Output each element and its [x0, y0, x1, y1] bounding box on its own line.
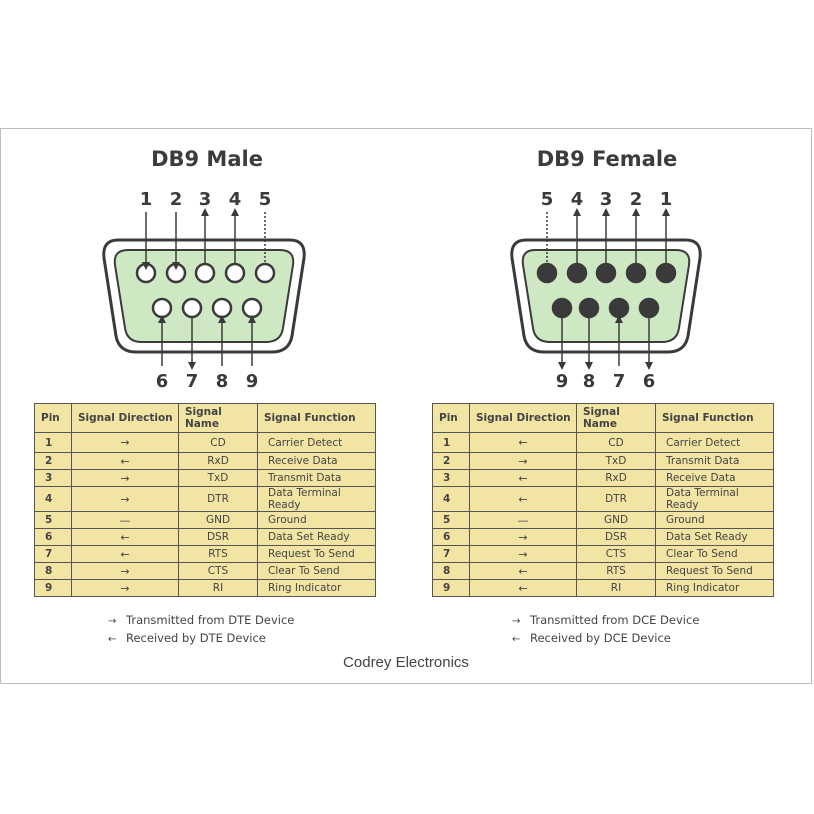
pin-cell: 7	[35, 546, 72, 563]
pin-hole	[183, 299, 201, 317]
pin-number: 4	[570, 189, 584, 210]
signal-name-cell: CD	[577, 433, 656, 453]
pin-hole	[196, 264, 214, 282]
table-row	[35, 433, 376, 453]
table-row	[35, 546, 376, 563]
table-row	[35, 563, 376, 580]
signal-name-cell: CTS	[179, 563, 258, 580]
signal-name-cell: DSR	[577, 529, 656, 546]
legend-text: Transmitted from DTE Device	[126, 613, 295, 627]
table-row	[35, 529, 376, 546]
pin-cell: 3	[35, 470, 72, 487]
pin-hole	[568, 264, 586, 282]
direction-cell: ←	[470, 470, 577, 487]
signal-function-cell: Transmit Data	[656, 453, 774, 470]
signal-function-cell: Transmit Data	[258, 470, 376, 487]
table-row	[35, 470, 376, 487]
table-row	[35, 580, 376, 597]
table-row	[433, 433, 774, 453]
direction-cell: →	[72, 580, 179, 597]
table-row	[35, 453, 376, 470]
pin-hole	[627, 264, 645, 282]
pin-number: 8	[582, 371, 596, 392]
pin-hole	[153, 299, 171, 317]
direction-cell: ←	[470, 487, 577, 512]
pin-cell: 1	[35, 433, 72, 453]
pin-hole	[256, 264, 274, 282]
pin-number: 2	[169, 189, 183, 210]
signal-name-cell: RTS	[577, 563, 656, 580]
signal-function-cell: Ground	[258, 512, 376, 529]
pin-hole	[657, 264, 675, 282]
direction-cell: —	[72, 512, 179, 529]
signal-function-cell: Carrier Detect	[258, 433, 376, 453]
pin-cell: 8	[35, 563, 72, 580]
male-signal-table	[34, 403, 376, 597]
pin-cell: 6	[35, 529, 72, 546]
pin-number: 6	[155, 371, 169, 392]
signal-name-cell: TxD	[179, 470, 258, 487]
direction-cell: →	[72, 433, 179, 453]
pin-hole	[580, 299, 598, 317]
legend-text: Transmitted from DCE Device	[530, 613, 700, 627]
signal-function-cell: Data Terminal Ready	[656, 487, 774, 512]
signal-name-cell: TxD	[577, 453, 656, 470]
footer-brand: Codrey Electronics	[343, 654, 469, 671]
pin-number: 7	[185, 371, 199, 392]
signal-name-cell: DTR	[577, 487, 656, 512]
header-signal-function: Signal Function	[258, 404, 376, 433]
pin-number: 3	[198, 189, 212, 210]
right-arrow-icon: →	[512, 616, 521, 627]
pin-hole	[597, 264, 615, 282]
table-row	[433, 512, 774, 529]
female-legend	[512, 612, 699, 648]
pin-cell: 4	[433, 487, 470, 512]
table-row	[433, 470, 774, 487]
pin-cell: 1	[433, 433, 470, 453]
signal-function-cell: Receive Data	[258, 453, 376, 470]
pin-cell: 2	[35, 453, 72, 470]
signal-name-cell: CD	[179, 433, 258, 453]
pin-number: 4	[228, 189, 242, 210]
direction-cell: —	[470, 512, 577, 529]
signal-function-cell: Data Set Ready	[656, 529, 774, 546]
pin-cell: 2	[433, 453, 470, 470]
table-row	[433, 487, 774, 512]
signal-function-cell: Receive Data	[656, 470, 774, 487]
legend-item	[108, 630, 294, 648]
pin-number: 6	[642, 371, 656, 392]
right-arrow-icon: →	[108, 616, 117, 627]
pin-hole	[640, 299, 658, 317]
pin-number: 2	[629, 189, 643, 210]
signal-function-cell: Request To Send	[656, 563, 774, 580]
header-pin: Pin	[433, 404, 470, 433]
pin-cell: 8	[433, 563, 470, 580]
signal-name-cell: DSR	[179, 529, 258, 546]
signal-function-cell: Clear To Send	[656, 546, 774, 563]
pin-number: 5	[540, 189, 554, 210]
pin-hole	[137, 264, 155, 282]
left-arrow-icon: ←	[512, 634, 521, 645]
legend-item	[108, 612, 294, 630]
legend-item	[512, 630, 699, 648]
signal-function-cell: Data Terminal Ready	[258, 487, 376, 512]
pin-number: 9	[555, 371, 569, 392]
pin-number: 3	[599, 189, 613, 210]
signal-name-cell: GND	[577, 512, 656, 529]
table-row	[35, 487, 376, 512]
direction-cell: ←	[72, 529, 179, 546]
pin-hole	[213, 299, 231, 317]
pin-hole	[226, 264, 244, 282]
pin-number: 8	[215, 371, 229, 392]
signal-name-cell: DTR	[179, 487, 258, 512]
pin-cell: 6	[433, 529, 470, 546]
signal-name-cell: RxD	[179, 453, 258, 470]
female-signal-table	[432, 403, 774, 597]
table-row	[433, 563, 774, 580]
header-signal-function: Signal Function	[656, 404, 774, 433]
pin-cell: 9	[35, 580, 72, 597]
signal-function-cell: Data Set Ready	[258, 529, 376, 546]
pin-hole	[167, 264, 185, 282]
header-signal-direction: Signal Direction	[470, 404, 577, 433]
signal-name-cell: RI	[577, 580, 656, 597]
direction-cell: →	[470, 529, 577, 546]
pin-cell: 5	[433, 512, 470, 529]
table-row	[433, 580, 774, 597]
female-title: DB9 Female	[536, 147, 678, 171]
direction-cell: →	[72, 487, 179, 512]
pin-number: 1	[659, 189, 673, 210]
direction-cell: →	[470, 546, 577, 563]
pin-cell: 3	[433, 470, 470, 487]
signal-function-cell: Ring Indicator	[656, 580, 774, 597]
header-signal-direction: Signal Direction	[72, 404, 179, 433]
signal-name-cell: GND	[179, 512, 258, 529]
legend-text: Received by DTE Device	[126, 631, 266, 645]
legend-text: Received by DCE Device	[530, 631, 671, 645]
table-row	[433, 546, 774, 563]
signal-name-cell: RxD	[577, 470, 656, 487]
table-row	[35, 512, 376, 529]
signal-name-cell: RTS	[179, 546, 258, 563]
direction-cell: →	[72, 563, 179, 580]
header-signal-name: Signal Name	[577, 404, 656, 433]
signal-function-cell: Clear To Send	[258, 563, 376, 580]
direction-cell: ←	[470, 580, 577, 597]
legend-item	[512, 612, 699, 630]
header-signal-name: Signal Name	[179, 404, 258, 433]
direction-cell: ←	[72, 453, 179, 470]
male-legend	[108, 612, 294, 648]
male-connector	[104, 240, 304, 352]
signal-name-cell: CTS	[577, 546, 656, 563]
pin-number: 5	[258, 189, 272, 210]
direction-cell: →	[470, 453, 577, 470]
pin-cell: 9	[433, 580, 470, 597]
signal-function-cell: Ground	[656, 512, 774, 529]
direction-cell: →	[72, 470, 179, 487]
direction-cell: ←	[470, 433, 577, 453]
pin-hole	[610, 299, 628, 317]
left-arrow-icon: ←	[108, 634, 117, 645]
signal-function-cell: Carrier Detect	[656, 433, 774, 453]
pin-number: 1	[139, 189, 153, 210]
direction-cell: ←	[72, 546, 179, 563]
signal-name-cell: RI	[179, 580, 258, 597]
male-title: DB9 Male	[151, 147, 263, 171]
pin-number: 9	[245, 371, 259, 392]
table-row	[433, 529, 774, 546]
pin-hole	[538, 264, 556, 282]
header-pin: Pin	[35, 404, 72, 433]
signal-function-cell: Ring Indicator	[258, 580, 376, 597]
direction-cell: ←	[470, 563, 577, 580]
pin-cell: 5	[35, 512, 72, 529]
pin-number: 7	[612, 371, 626, 392]
pin-cell: 7	[433, 546, 470, 563]
pin-cell: 4	[35, 487, 72, 512]
signal-function-cell: Request To Send	[258, 546, 376, 563]
table-row	[433, 453, 774, 470]
pin-hole	[553, 299, 571, 317]
pin-hole	[243, 299, 261, 317]
